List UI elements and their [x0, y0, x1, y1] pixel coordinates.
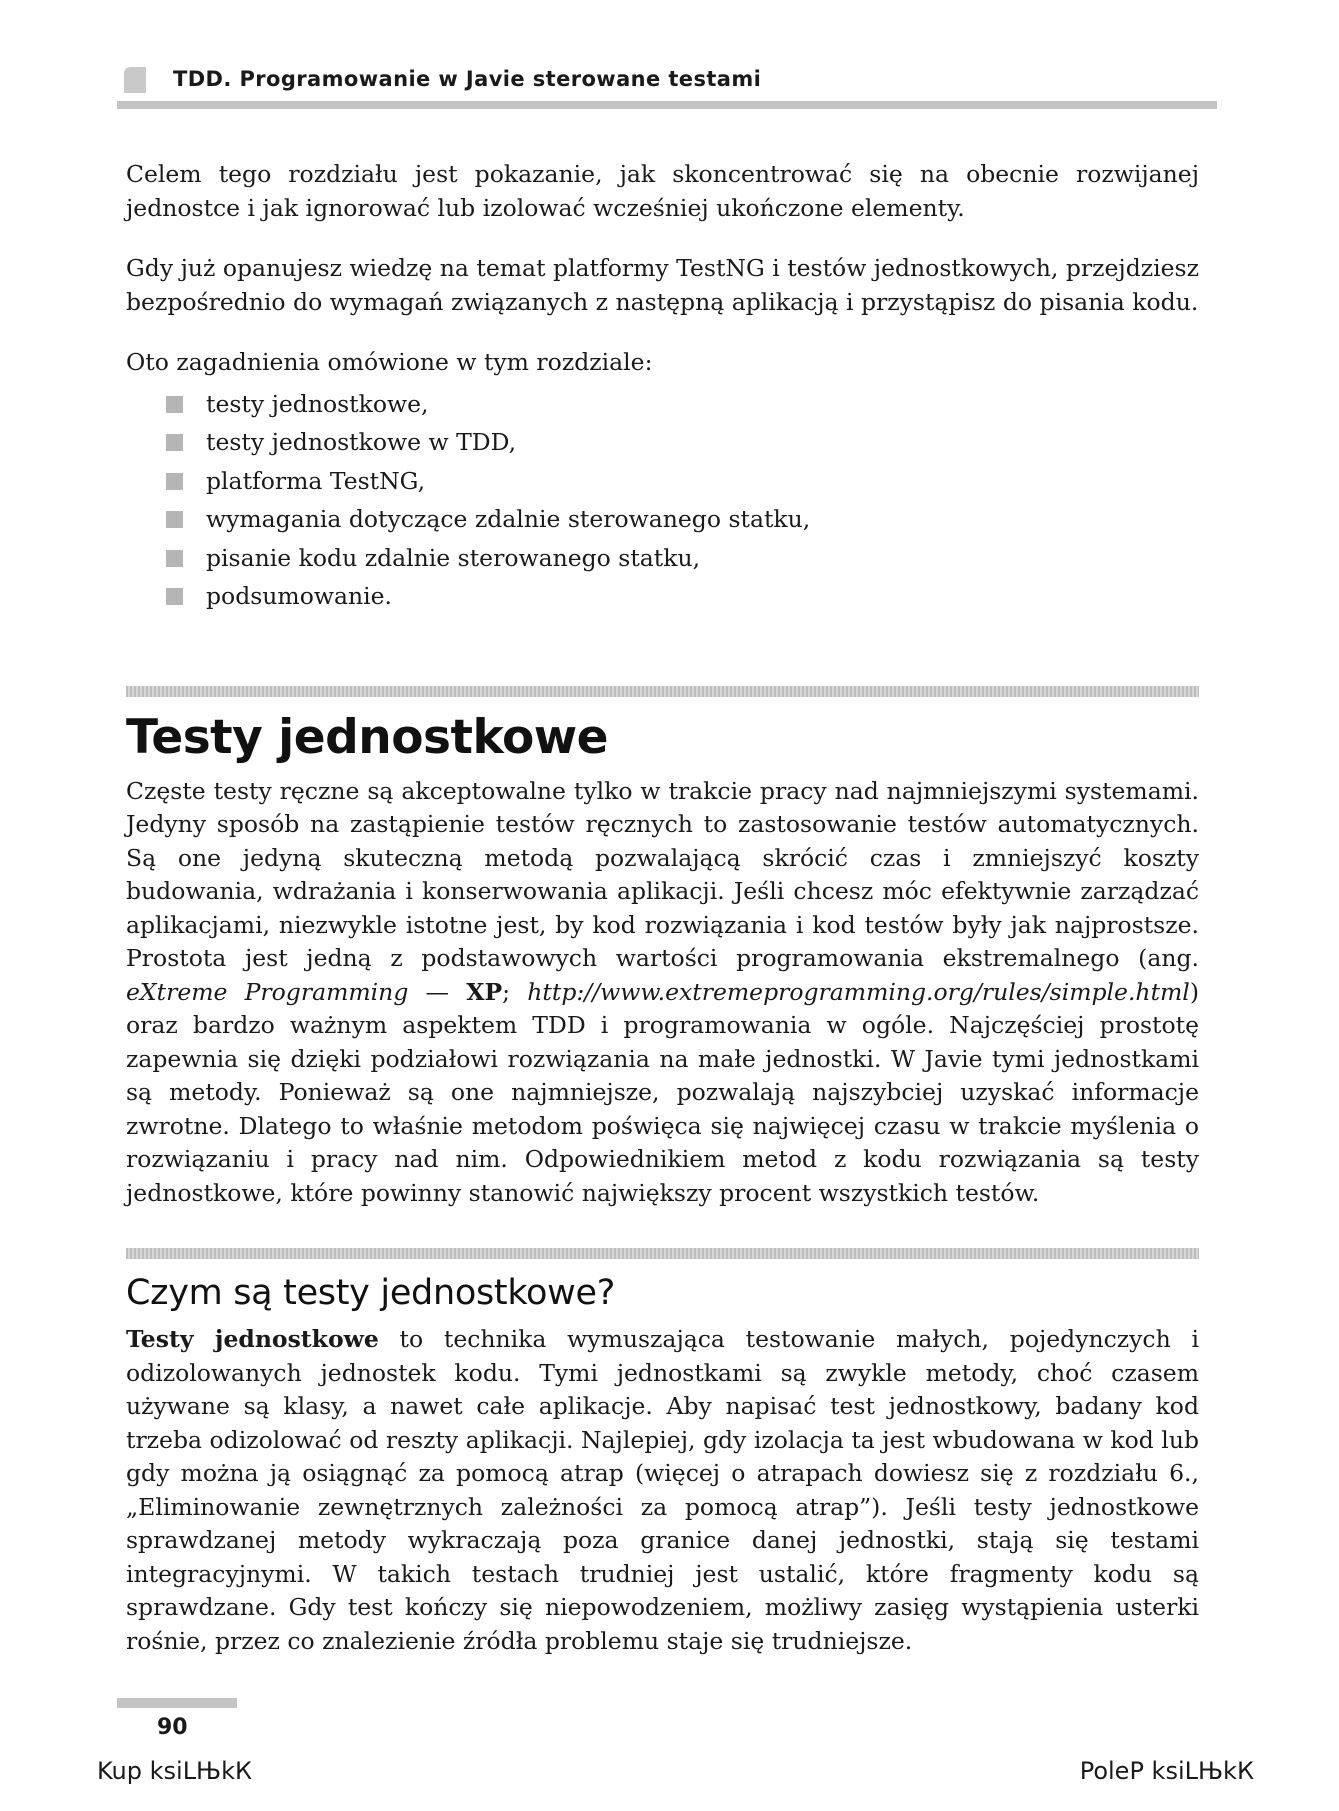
body-text: Częste testy ręczne są akceptowalne tylko w trakcie pracy nad najmniejszymi systemami. Jedyny sposób na zastąpienie testów ręcznych to zastosowanie testów automatycznych. Są one jedyną skuteczną metodą pozwalającą skrócić czas i zmniejszyć koszty budowania, wdrażania i konserwowania aplikacji. Jeśli chcesz móc efektywnie zarządzać aplikacjami, niezwykle istotne jest, by kod rozwiązania i kod testów były jak najprostsze. Prostota jest jedną z podstawowych wartości programowania ekstremalnego (ang. — [126, 776, 1199, 972]
square-bullet-icon — [166, 550, 183, 567]
header-tab-marker — [124, 67, 146, 93]
intro-paragraph-1: Celem tego rozdziału jest pokazanie, jak skoncentrować się na obecnie rozwijanej jednostce i jak ignorować lub izolować wcześniej ukończone elementy. — [126, 160, 1199, 222]
list-item — [166, 462, 1199, 501]
page-number: 90 — [157, 1715, 188, 1740]
list-item — [166, 423, 1199, 462]
intro-paragraph-2: Gdy już opanujesz wiedzę na temat platformy TestNG i testów jednostkowych, przejdziesz bezpośrednio do wymagań związanych z następną aplikacją i przystąpisz do pisania kodu. — [126, 254, 1199, 316]
square-bullet-icon — [166, 473, 183, 490]
dash: — — [408, 977, 467, 1006]
list-item — [166, 539, 1199, 578]
term-extreme-programming: eXtreme Programming — [126, 977, 409, 1006]
square-bullet-icon — [166, 588, 183, 605]
list-item-text: platforma TestNG, — [206, 466, 426, 495]
list-item — [166, 385, 1199, 424]
topics-list — [126, 385, 1199, 616]
header-rule — [117, 101, 1217, 109]
body-text: ) oraz bardzo ważnym aspektem TDD i programowania w ogóle. Najczęściej prostotę zapewnia się dzięki podziałowi rozwiązania na małe jednostki. W Javie tymi jednostkami są metody. Ponieważ są one najmniejsze, pozwalają najszybciej uzyskać informacje zwrotne. Dlatego to właśnie metodom poświęca się najwięcej czasu w trakcie myślenia o rozwiązaniu i pracy nad nim. Odpowiednikiem metod z kodu rozwiązania są testy jednostkowe, które powinny stanowić największy procent wszystkich testów. — [126, 977, 1199, 1207]
list-item-text: wymagania dotyczące zdalnie sterowanego statku, — [206, 505, 811, 533]
list-item-text: testy jednostkowe w TDD, — [206, 428, 517, 456]
defined-term: Testy jednostkowe — [126, 1325, 379, 1353]
page-content — [126, 158, 1199, 1658]
footer-bar — [117, 1698, 237, 1708]
section-divider — [126, 686, 1199, 697]
square-bullet-icon — [166, 434, 183, 451]
subsection-body — [126, 1323, 1199, 1658]
abbr-xp: XP — [466, 977, 503, 1006]
section-heading: Testy jednostkowe — [126, 709, 609, 765]
subsection-divider — [126, 1248, 1199, 1259]
body-text: to technika wymuszająca testowanie małych, pojedynczych i odizolowanych jednostek kodu. Tymi jednostkami są zwykle metody, choć czasem używane są klasy, a nawet całe aplikacje. Aby napisać test jednostkowy, badany kod trzeba odizolować od reszty aplikacji. Najlepiej, gdy izolacja ta jest wbudowana w kod lub gdy można ją osiągnąć za pomocą atrap (więcej o atrapach dowiesz się z rozdziału 6., „Eliminowanie zewnętrznych zależności za pomocą atrap”). Jeśli testy jednostkowe sprawdzanej metody wykraczają poza granice danej jednostki, stają się testami integracyjnymi. W takich testach trudniej jest ustalić, które fragmenty kodu są sprawdzane. Gdy test kończy się niepowodzeniem, możliwy zasięg wystąpienia usterki rośnie, przez co znalezienie źródła problemu staje się trudniejsze. — [126, 1325, 1199, 1655]
list-item-text: pisanie kodu zdalnie sterowanego statku, — [206, 543, 701, 572]
footer-mark-right: PoleР ksiLЊkК — [1079, 1757, 1254, 1785]
running-header — [117, 63, 1217, 109]
square-bullet-icon — [166, 511, 183, 528]
list-item-text: podsumowanie. — [206, 582, 393, 610]
list-item — [166, 500, 1199, 539]
subsection-heading: Czym są testy jednostkowe? — [126, 1273, 616, 1313]
separator: ; — [502, 977, 528, 1006]
footer-mark-left: Kup ksiLЊkК — [97, 1757, 253, 1785]
topics-intro: Oto zagadnienia omówione w tym rozdziale: — [126, 348, 653, 376]
book-title: TDD. Programowanie w Javie sterowane testami — [173, 67, 762, 91]
list-item — [166, 577, 1199, 616]
reference-url: http://www.extremeprogramming.org/rules/simple.html — [527, 977, 1190, 1006]
list-item-text: testy jednostkowe, — [206, 389, 429, 418]
section-body — [126, 775, 1199, 1211]
square-bullet-icon — [166, 396, 183, 413]
